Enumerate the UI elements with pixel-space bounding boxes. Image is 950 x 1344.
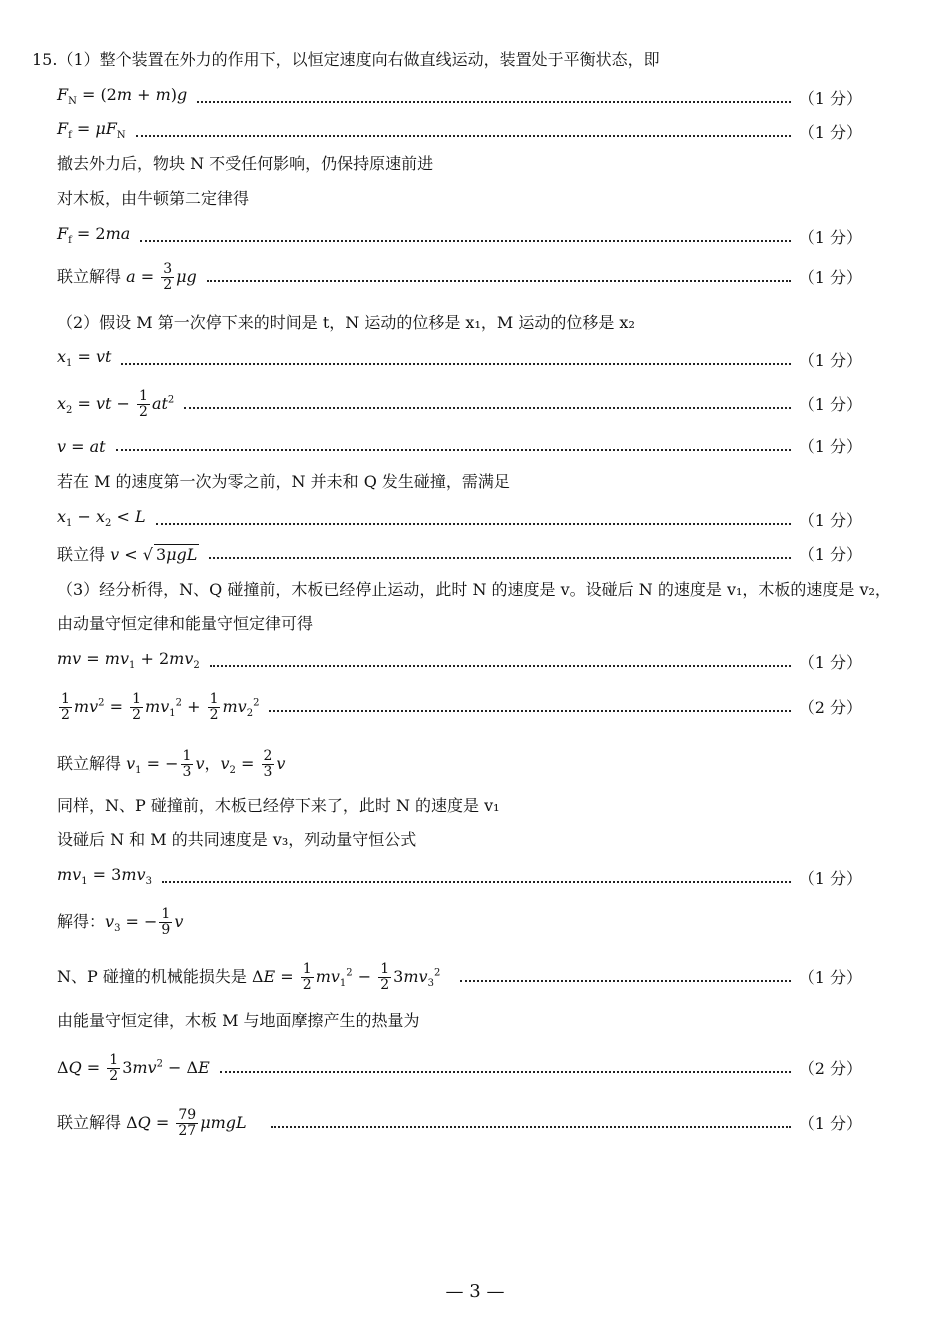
- eq-fn: $F_N = (2m + m)g$ （1 分）: [57, 85, 862, 108]
- eq-ff: $F_f = \mu F_N$ （1 分）: [57, 119, 862, 142]
- text-c3: 设碰后 N 和 M 的共同速度是 v₃，列动量守恒公式: [57, 830, 417, 849]
- eq-x1-x2: $x_1 - x_2 < L$ （1 分）: [57, 507, 862, 530]
- eq-x1: $x_1$ = vt （1 分）: [57, 347, 862, 370]
- eq-delta-q: ΔQ = $\frac{1}{2}$ $3mv^2 - \Delta E$ （2 分）: [57, 1052, 862, 1084]
- eq-x2: $x_2$ = vt − $\frac{1}{2}$ $at^2$ （1 分）: [57, 388, 862, 420]
- problem-intro: 15.（1）整个装置在外力的作用下，以恒定速度向右做直线运动，装置处于平衡状态，即: [32, 50, 660, 69]
- eq-energy: $\frac{1}{2}$ $mv^2$ = $\frac{1}{2}$ $mv_1^2$ + $\frac{1}{2}$ $mv_2^2$ （2 分）: [61, 691, 862, 723]
- part3-intro: （3）经分析得，N、Q 碰撞前，木板已经停止运动，此时 N 的速度是 v。设碰后 N 的速度是 v₁，木板的速度是 v₂，: [57, 580, 891, 599]
- page-number: — 3 —: [445, 1281, 505, 1302]
- eq-a: 联立解得 a = $\frac{3}{2}$ μg （1 分）: [57, 261, 862, 293]
- text-c4: 由能量守恒定律，木板 M 与地面摩擦产生的热量为: [57, 1011, 420, 1030]
- eq-delta-q-result: 联立解得 ΔQ = $\frac{79}{27}$ μmgL （1 分）: [57, 1107, 862, 1139]
- eq-v: v = at （1 分）: [57, 437, 862, 456]
- text-c1: 由动量守恒定律和能量守恒定律可得: [57, 614, 314, 633]
- part2-intro: （2）假设 M 第一次停下来的时间是 t，N 运动的位移是 x₁，M 运动的位移是 x₂: [57, 313, 635, 332]
- text-a1: 撤去外力后，物块 N 不受任何影响，仍保持原速前进: [57, 154, 434, 173]
- text-a2: 对木板，由牛顿第二定律得: [57, 189, 250, 208]
- eq-mv1: $mv_1 = 3mv_3$ （1 分）: [57, 865, 862, 888]
- eq-v-limit: 联立得 v < √ 3μgL （1 分）: [57, 545, 862, 564]
- eq-ff-2ma: $F_f = 2ma$ （1 分）: [57, 224, 862, 247]
- eq-delta-e: N、P 碰撞的机械能损失是 ΔE = $\frac{1}{2}$ $mv_1^2$ − $\frac{1}{2}$ $3mv_3^2$ （1 分）: [57, 961, 862, 993]
- text-b1: 若在 M 的速度第一次为零之前，N 并未和 Q 发生碰撞，需满足: [57, 472, 510, 491]
- eq-v3: 解得：$v_3$ = − $\frac{1}{9}$ v: [57, 906, 184, 938]
- text-c2: 同样，N、P 碰撞前，木板已经停下来了，此时 N 的速度是 v₁: [57, 796, 500, 815]
- eq-v1-v2: 联立解得 $v_1$ = − $\frac{1}{3}$ v，$v_2$ = $\frac{2}{3}$ v: [57, 748, 286, 780]
- eq-momentum: mv = $mv_1 + 2mv_2$ （1 分）: [57, 649, 862, 672]
